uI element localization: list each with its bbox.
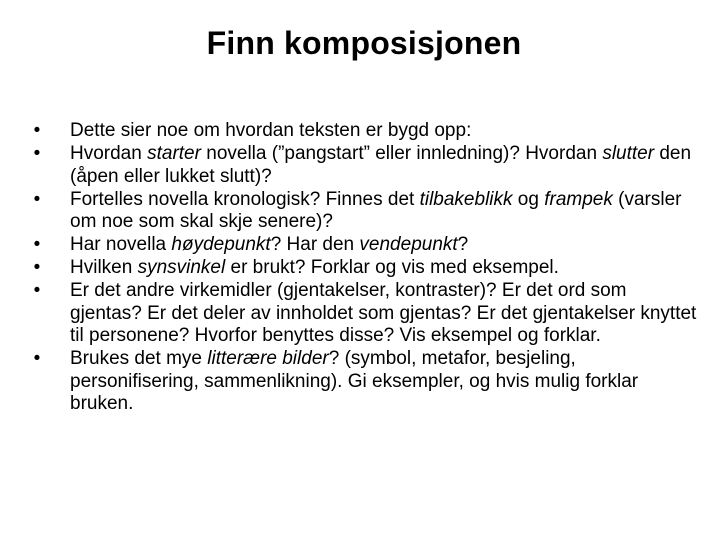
bullet-text (70, 120, 471, 141)
bullet-text (70, 257, 559, 278)
text-run: Fortelles novella kronologisk? Finnes det (70, 188, 420, 210)
emphasized-term: vendepunkt (359, 234, 458, 255)
bullet-item (30, 120, 700, 143)
bullet-item (30, 257, 700, 280)
emphasized-term: høydepunkt (171, 234, 271, 255)
bullet-item (30, 189, 700, 234)
text-run: Er det andre virkemidler (gjentakelser, kontraster)? Er det ord som gjentas? Er det deler av innholdet som gjentas? Er det gjentakelser knyttet til personene? Hvorfor benyttes disse? Vis eksempel og forklar. (70, 280, 697, 346)
bullet-marker: • (33, 257, 41, 278)
bullet-text (70, 143, 691, 187)
text-run: Har novella (70, 234, 172, 255)
bullet-text (70, 189, 681, 233)
bullet-marker: • (33, 120, 41, 141)
text-run: Dette sier noe om hvordan teksten er bygd opp: (70, 120, 472, 141)
slide-title: Finn komposisjonen (206, 25, 522, 61)
bullet-item (30, 348, 700, 416)
bullet-item (30, 234, 700, 257)
text-run: ? (457, 234, 469, 255)
text-run: den (åpen eller lukket slutt)? (70, 143, 692, 187)
text-run: ? Har den (270, 234, 360, 255)
text-run: Brukes det mye (70, 348, 208, 369)
bullet-marker: • (33, 280, 41, 301)
bullet-text (70, 348, 638, 414)
bullet-item (30, 280, 700, 348)
emphasized-term: litterære bilder (207, 348, 329, 369)
emphasized-term: tilbakeblikk (419, 188, 513, 210)
bullet-text (70, 280, 696, 346)
text-run: er brukt? Forklar og vis med eksempel. (225, 257, 559, 278)
text-run: (varsler om noe som skal skje senere)? (70, 188, 682, 232)
bullet-marker: • (33, 348, 41, 369)
text-run: ? (symbol, metafor, besjeling, personifisering, sammenlikning). Gi eksempler, og hvis mulig forklar bruken. (70, 348, 639, 414)
bullet-item (30, 143, 700, 188)
bullet-marker: • (33, 234, 41, 255)
text-run: novella (”pangstart” eller innledning)? Hvordan (200, 143, 603, 164)
emphasized-term: slutter (602, 143, 655, 164)
emphasized-term: synsvinkel (137, 257, 226, 278)
bullet-marker: • (33, 188, 41, 210)
emphasized-term: frampek (544, 188, 613, 210)
text-run: og (512, 188, 545, 210)
bullet-list (30, 120, 700, 416)
bullet-marker: • (33, 143, 41, 164)
emphasized-term: starter (147, 143, 201, 164)
text-run: Hvordan (70, 143, 148, 164)
bullet-text (70, 234, 468, 255)
text-run: Hvilken (70, 257, 138, 278)
